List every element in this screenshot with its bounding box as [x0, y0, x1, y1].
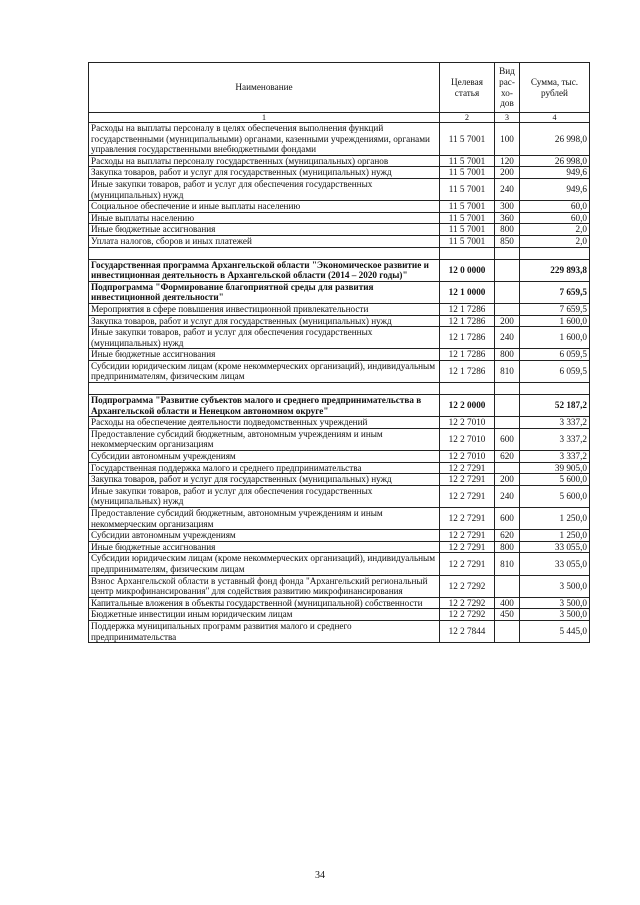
table-row [89, 451, 590, 463]
row-name-cell: Расходы на обеспечение деятельности подведомственных учреждений [89, 417, 440, 429]
row-type-cell [495, 303, 520, 315]
column-number-row [89, 113, 590, 123]
row-type-cell: 240 [495, 178, 520, 200]
row-type-cell [495, 281, 520, 303]
empty-cell [495, 383, 520, 395]
row-sum-cell: 1 250,0 [520, 508, 590, 530]
row-code-cell: 12 2 7292 [440, 575, 495, 597]
row-sum-cell: 5 600,0 [520, 474, 590, 486]
row-code-cell: 12 1 7286 [440, 303, 495, 315]
row-type-cell: 100 [495, 123, 520, 156]
table-row [89, 530, 590, 542]
row-name-cell: Субсидии юридическим лицам (кроме некоммерческих организаций), индивидуальным предпринимателям, физическим лицам [89, 553, 440, 575]
row-code-cell: 11 5 7001 [440, 155, 495, 167]
budget-table [88, 62, 590, 643]
empty-cell [520, 383, 590, 395]
row-type-cell: 120 [495, 155, 520, 167]
row-name-cell: Поддержка муниципальных программ развития малого и среднего предпринимательства [89, 620, 440, 642]
row-name-cell: Бюджетные инвестиции иным юридическим лицам [89, 609, 440, 621]
row-sum-cell: 1 600,0 [520, 327, 590, 349]
empty-cell [520, 247, 590, 259]
row-code-cell: 12 2 7010 [440, 428, 495, 450]
row-name-cell: Закупка товаров, работ и услуг для государственных (муниципальных) нужд [89, 474, 440, 486]
table-row [89, 553, 590, 575]
row-type-cell: 800 [495, 349, 520, 361]
table-row [89, 620, 590, 642]
row-type-cell: 600 [495, 428, 520, 450]
row-code-cell: 12 2 7291 [440, 474, 495, 486]
table-row [89, 167, 590, 179]
row-sum-cell: 949,6 [520, 167, 590, 179]
table-row [89, 327, 590, 349]
column-number: 2 [440, 113, 495, 123]
program-row [89, 395, 590, 417]
row-code-cell: 12 2 7292 [440, 609, 495, 621]
header-sum: Сумма, тыс. рублей [520, 63, 590, 113]
column-number: 1 [89, 113, 440, 123]
table-row [89, 178, 590, 200]
row-code-cell: 12 1 7286 [440, 349, 495, 361]
row-type-cell: 800 [495, 541, 520, 553]
row-code-cell: 12 2 7291 [440, 462, 495, 474]
row-type-cell [495, 620, 520, 642]
header-name: Наименование [89, 63, 440, 113]
row-sum-cell: 7 659,5 [520, 281, 590, 303]
row-code-cell: 12 1 0000 [440, 281, 495, 303]
row-sum-cell: 3 337,2 [520, 451, 590, 463]
table-row [89, 315, 590, 327]
row-type-cell: 450 [495, 609, 520, 621]
row-code-cell: 12 2 7844 [440, 620, 495, 642]
table-row [89, 303, 590, 315]
row-name-cell: Социальное обеспечение и иные выплаты населению [89, 201, 440, 213]
row-sum-cell: 33 055,0 [520, 541, 590, 553]
row-name-cell: Иные бюджетные ассигнования [89, 349, 440, 361]
table-row [89, 541, 590, 553]
row-type-cell: 240 [495, 327, 520, 349]
empty-cell [89, 383, 440, 395]
table-row [89, 360, 590, 382]
row-sum-cell: 1 600,0 [520, 315, 590, 327]
table-row [89, 235, 590, 247]
row-type-cell: 240 [495, 485, 520, 507]
row-sum-cell: 6 059,5 [520, 360, 590, 382]
budget-table-sheet [88, 62, 589, 643]
row-code-cell: 12 2 7291 [440, 553, 495, 575]
table-row [89, 462, 590, 474]
empty-cell [89, 247, 440, 259]
row-type-cell [495, 417, 520, 429]
row-name-cell: Иные выплаты населению [89, 212, 440, 224]
row-name-cell: Иные закупки товаров, работ и услуг для обеспечения государственных (муниципальных) нужд [89, 485, 440, 507]
row-sum-cell: 1 250,0 [520, 530, 590, 542]
row-name-cell: Иные закупки товаров, работ и услуг для обеспечения государственных (муниципальных) нужд [89, 178, 440, 200]
spacer-row [89, 247, 590, 259]
row-type-cell: 200 [495, 167, 520, 179]
empty-cell [440, 383, 495, 395]
row-name-cell: Субсидии автономным учреждениям [89, 530, 440, 542]
table-row [89, 201, 590, 213]
table-row [89, 417, 590, 429]
row-name-cell: Подпрограмма "Развитие субъектов малого и среднего предпринимательства в Архангельской области и Ненецком автономном округе" [89, 395, 440, 417]
table-row [89, 155, 590, 167]
program-row [89, 281, 590, 303]
row-sum-cell: 52 187,2 [520, 395, 590, 417]
row-type-cell: 200 [495, 315, 520, 327]
row-type-cell [495, 259, 520, 281]
table-row [89, 597, 590, 609]
row-type-cell: 200 [495, 474, 520, 486]
row-sum-cell: 3 500,0 [520, 609, 590, 621]
table-row [89, 428, 590, 450]
row-type-cell: 850 [495, 235, 520, 247]
row-name-cell: Субсидии юридическим лицам (кроме некоммерческих организаций), индивидуальным предпринимателям, физическим лицам [89, 360, 440, 382]
row-sum-cell: 5 445,0 [520, 620, 590, 642]
row-name-cell: Государственная поддержка малого и среднего предпринимательства [89, 462, 440, 474]
row-code-cell: 12 1 7286 [440, 360, 495, 382]
row-type-cell: 810 [495, 553, 520, 575]
row-code-cell: 12 2 7292 [440, 597, 495, 609]
column-number: 4 [520, 113, 590, 123]
row-code-cell: 12 2 0000 [440, 395, 495, 417]
table-row [89, 212, 590, 224]
row-type-cell: 810 [495, 360, 520, 382]
row-code-cell: 12 2 7010 [440, 417, 495, 429]
table-body [89, 123, 590, 643]
row-name-cell: Предоставление субсидий бюджетным, автономным учреждениям и иным некоммерческим организациям [89, 428, 440, 450]
row-name-cell: Взнос Архангельской области в уставный фонд фонда "Архангельский региональный центр микрофинансирования" для содействия развитию микрофинансирования [89, 575, 440, 597]
table-header-row [89, 63, 590, 113]
empty-cell [495, 247, 520, 259]
row-sum-cell: 3 500,0 [520, 575, 590, 597]
table-row [89, 575, 590, 597]
header-expense-type: Вид рас-хо-дов [495, 63, 520, 113]
row-code-cell: 12 2 7010 [440, 451, 495, 463]
row-sum-cell: 39 905,0 [520, 462, 590, 474]
row-code-cell: 12 1 7286 [440, 315, 495, 327]
row-sum-cell: 3 337,2 [520, 428, 590, 450]
row-name-cell: Мероприятия в сфере повышения инвестиционной привлекательности [89, 303, 440, 315]
row-code-cell: 11 5 7001 [440, 224, 495, 236]
row-sum-cell: 60,0 [520, 212, 590, 224]
row-type-cell: 360 [495, 212, 520, 224]
row-type-cell: 800 [495, 224, 520, 236]
row-code-cell: 11 5 7001 [440, 201, 495, 213]
column-number: 3 [495, 113, 520, 123]
row-type-cell: 400 [495, 597, 520, 609]
row-name-cell: Иные бюджетные ассигнования [89, 541, 440, 553]
spacer-row [89, 383, 590, 395]
row-sum-cell: 60,0 [520, 201, 590, 213]
row-name-cell: Закупка товаров, работ и услуг для государственных (муниципальных) нужд [89, 167, 440, 179]
page-number: 34 [315, 870, 325, 881]
table-row [89, 508, 590, 530]
row-name-cell: Иные закупки товаров, работ и услуг для обеспечения государственных (муниципальных) нужд [89, 327, 440, 349]
row-name-cell: Уплата налогов, сборов и иных платежей [89, 235, 440, 247]
row-code-cell: 11 5 7001 [440, 178, 495, 200]
row-sum-cell: 26 998,0 [520, 155, 590, 167]
row-type-cell: 620 [495, 530, 520, 542]
row-name-cell: Государственная программа Архангельской области "Экономическое развитие и инвестиционная деятельность в Архангельской области (2014 – 2020 годы)" [89, 259, 440, 281]
row-code-cell: 11 5 7001 [440, 123, 495, 156]
table-row [89, 349, 590, 361]
row-name-cell: Закупка товаров, работ и услуг для государственных (муниципальных) нужд [89, 315, 440, 327]
row-name-cell: Расходы на выплаты персоналу государственных (муниципальных) органов [89, 155, 440, 167]
row-name-cell: Предоставление субсидий бюджетным, автономным учреждениям и иным некоммерческим организациям [89, 508, 440, 530]
table-row [89, 123, 590, 156]
row-name-cell: Подпрограмма "Формирование благоприятной среды для развития инвестиционной деятельности" [89, 281, 440, 303]
table-row [89, 485, 590, 507]
row-code-cell: 11 5 7001 [440, 167, 495, 179]
row-name-cell: Расходы на выплаты персоналу в целях обеспечения выполнения функций государственными (муниципальными) органами, казенными учреждениями, органами управления государственными внебюджетными фондами [89, 123, 440, 156]
row-code-cell: 12 2 7291 [440, 541, 495, 553]
program-row [89, 259, 590, 281]
table-row [89, 224, 590, 236]
row-sum-cell: 26 998,0 [520, 123, 590, 156]
row-sum-cell: 7 659,5 [520, 303, 590, 315]
row-code-cell: 11 5 7001 [440, 212, 495, 224]
row-code-cell: 12 1 7286 [440, 327, 495, 349]
row-sum-cell: 6 059,5 [520, 349, 590, 361]
empty-cell [440, 247, 495, 259]
row-type-cell [495, 575, 520, 597]
row-sum-cell: 3 337,2 [520, 417, 590, 429]
table-row [89, 474, 590, 486]
row-sum-cell: 5 600,0 [520, 485, 590, 507]
row-code-cell: 12 0 0000 [440, 259, 495, 281]
row-code-cell: 12 2 7291 [440, 530, 495, 542]
row-code-cell: 12 2 7291 [440, 508, 495, 530]
row-type-cell: 600 [495, 508, 520, 530]
row-sum-cell: 2,0 [520, 224, 590, 236]
row-name-cell: Субсидии автономным учреждениям [89, 451, 440, 463]
table-row [89, 609, 590, 621]
row-name-cell: Иные бюджетные ассигнования [89, 224, 440, 236]
row-sum-cell: 33 055,0 [520, 553, 590, 575]
row-sum-cell: 2,0 [520, 235, 590, 247]
row-sum-cell: 229 893,8 [520, 259, 590, 281]
row-type-cell [495, 462, 520, 474]
row-code-cell: 11 5 7001 [440, 235, 495, 247]
row-type-cell [495, 395, 520, 417]
header-target-article: Целевая статья [440, 63, 495, 113]
row-sum-cell: 949,6 [520, 178, 590, 200]
row-sum-cell: 3 500,0 [520, 597, 590, 609]
row-name-cell: Капитальные вложения в объекты государственной (муниципальной) собственности [89, 597, 440, 609]
row-code-cell: 12 2 7291 [440, 485, 495, 507]
row-type-cell: 620 [495, 451, 520, 463]
row-type-cell: 300 [495, 201, 520, 213]
